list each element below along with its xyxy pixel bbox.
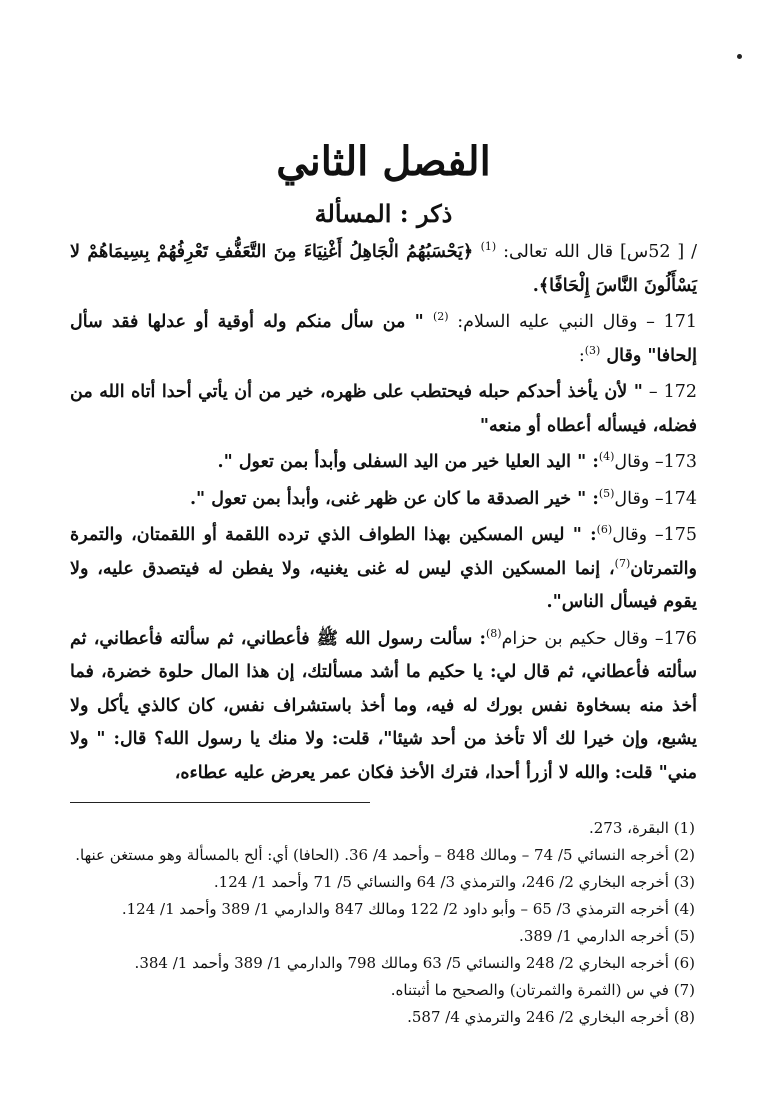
hadith-tail: : — [578, 345, 585, 366]
footnote-5: (5) أخرجه الدارمي 1/ 389. — [519, 927, 695, 945]
hadith-text: : سألت رسول الله ﷺ فأعطاني، ثم سألته فأعطاني، ثم سألته فأعطاني، ثم قال لي: يا حكيم ما أشد مسألتك، إن هذا المال حلوة خضرة، فما أخذ منه بسخاوة نفس بورك له فيه، وما أخذ باستشراف نفس، كان كالذي يأكل ولا يشبع، وإن خيرا لك ألا تأخذ من أحد شيئا"، قلت: ولا منك يا رسول الله؟ قال: " ولا مني" قلت: والله لا أزرأ أحدا، فترك الأخذ فكان عمر يعرض عليه عطاءه، — [70, 628, 697, 783]
footnote-ref: (2) — [433, 310, 449, 323]
intro-lead: قال الله تعالى: — [496, 242, 620, 262]
footnote-ref: (6) — [596, 523, 613, 536]
main-text — [70, 236, 697, 790]
quran-verse: ﴿يَحْسَبُهُمُ الْجَاهِلُ أَغْنِيَاءَ مِنَ التَّعَفُّفِ تَعْرِفُهُمْ بِسِيمَاهُمْ لا يَسْأَلُونَ النَّاسَ إِلْحَافًا﴾. — [70, 242, 697, 296]
hadith-lead: 171 – وقال النبي عليه السلام: — [448, 312, 697, 332]
hadith-175 — [70, 519, 697, 620]
footnote-ref: (4) — [598, 450, 615, 463]
footnote-ref: (3) — [584, 343, 601, 357]
hadith-tail: ، إنما المسكين الذي ليس له غنى يغنيه، ولا يفطن له فيتصدق عليه، ولا يقوم فيسأل الناس". — [70, 558, 697, 612]
footnote-ref: (7) — [614, 556, 631, 570]
manuscript-marker: / [ 52س] — [620, 242, 697, 262]
footnote-ref: (5) — [598, 486, 615, 500]
footnote-6: (6) أخرجه البخاري 2/ 248 والنسائي 5/ 63 ومالك 798 والدارمي 1/ 389 وأحمد 1/ 384. — [134, 954, 695, 972]
footnote-4: (4) أخرجه الترمذي 3/ 65 – وأبو داود 2/ 122 ومالك 847 والدارمي 1/ 389 وأحمد 1/ 124. — [121, 900, 695, 918]
footnote-ref: (1) — [480, 240, 497, 253]
chapter-title: الفصل الثاني — [276, 138, 491, 185]
hadith-173 — [70, 446, 697, 480]
hadith-text: " من سأل منكم وله أوقية أو عدلها فقد سأل إلحافا" وقال — [70, 312, 697, 366]
intro-paragraph — [70, 236, 697, 303]
page-mark-dot — [737, 54, 742, 59]
hadith-176 — [70, 623, 697, 791]
hadith-174 — [70, 483, 697, 517]
hadith-172 — [70, 376, 697, 443]
footnote-3: (3) أخرجه البخاري 2/ 246، والترمذي 3/ 64 والنسائي 5/ 71 وأحمد 1/ 124. — [213, 873, 695, 891]
hadith-lead: 176– وقال حكيم بن حزام — [501, 628, 697, 649]
hadith-lead: 174– وقال — [614, 488, 697, 509]
footnote-2: (2) أخرجه النسائي 5/ 74 – ومالك 848 – وأحمد 4/ 36. (الحافا) أي: ألح بالمسألة وهو مستغن عنها. — [75, 846, 695, 864]
footnote-separator — [70, 802, 370, 803]
hadith-lead: 173– وقال — [614, 452, 697, 472]
footnote-7: (7) في س (الثمرة والثمرتان) والصحيح ما أثبتناه. — [390, 981, 695, 999]
footnote-ref: (8) — [485, 626, 502, 640]
section-title: ذكر : المسألة — [314, 199, 453, 228]
hadith-lead: 172 – — [642, 382, 697, 402]
hadith-text: : " ليس المسكين بهذا الطواف الذي ترده اللقمة أو اللقمتان، والتمرة والتمرتان — [70, 525, 697, 579]
hadith-text: : " اليد العليا خير من اليد السفلى وأبدأ بمن تعول ". — [217, 452, 599, 472]
footnote-8: (8) أخرجه البخاري 2/ 246 والترمذي 4/ 587. — [407, 1008, 695, 1026]
hadith-text: : " خير الصدقة ما كان عن ظهر غنى، وأبدأ بمن تعول ". — [189, 488, 599, 509]
document-page — [70, 130, 697, 1031]
footnotes — [70, 815, 697, 1031]
hadith-text: " لأن يأخذ أحدكم حبله فيحتطب على ظهره، خير من أن يأتي أحدا أتاه الله من فضله، فيسأله أعطاه أو منعه" — [70, 382, 697, 436]
footnote-1: (1) البقرة، 273. — [588, 819, 695, 837]
hadith-lead: 175– وقال — [612, 525, 697, 545]
hadith-171 — [70, 306, 697, 373]
